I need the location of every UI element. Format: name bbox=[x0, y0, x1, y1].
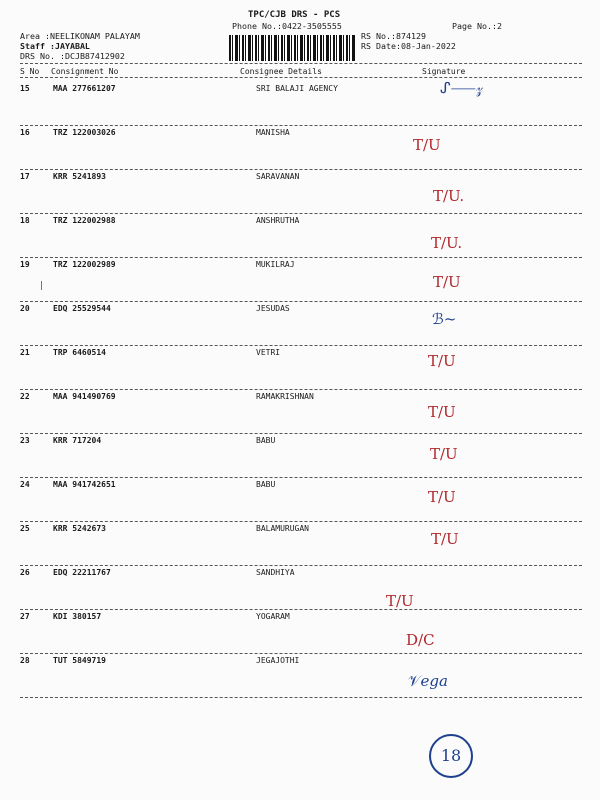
serial-number: 22 bbox=[20, 392, 30, 401]
rs-date: RS Date:08-Jan-2022 bbox=[361, 41, 456, 51]
serial-number: 19 bbox=[20, 260, 30, 269]
consignee-name: JEGAJOTHI bbox=[256, 656, 300, 665]
handwritten-signature: T/U. bbox=[431, 234, 463, 252]
serial-number: 28 bbox=[20, 656, 30, 665]
page-number: Page No.:2 bbox=[452, 21, 502, 31]
serial-number: 23 bbox=[20, 436, 30, 445]
consignee-name: RAMAKRISHNAN bbox=[256, 392, 314, 401]
column-header-consignment: Consignment No bbox=[51, 67, 119, 76]
consignment-number: EDQ 22211767 bbox=[53, 568, 111, 577]
serial-number: 25 bbox=[20, 524, 30, 533]
handwritten-signature: T/U. bbox=[433, 187, 465, 205]
consignment-number: TRZ 122002988 bbox=[53, 216, 116, 225]
serial-number: 15 bbox=[20, 84, 30, 93]
consignment-number: KDI 380157 bbox=[53, 612, 102, 621]
consignee-name: BABU bbox=[256, 480, 276, 489]
serial-number: 17 bbox=[20, 172, 30, 181]
consignment-number: TUT 5849719 bbox=[53, 656, 106, 665]
handwritten-signature: 𝒱𝑒𝑔𝑎 bbox=[408, 672, 448, 690]
consignee-name: JESUDAS bbox=[256, 304, 290, 313]
consignee-name: BABU bbox=[256, 436, 276, 445]
consignee-name: VETRI bbox=[256, 348, 281, 357]
consignment-number: TRZ 122002989 bbox=[53, 260, 116, 269]
handwritten-signature: T/U bbox=[386, 592, 414, 610]
phone-number: Phone No.:0422-3505555 bbox=[232, 21, 342, 31]
rs-number: RS No.:874129 bbox=[361, 31, 426, 41]
consignment-number: KRR 5241893 bbox=[53, 172, 106, 181]
serial-number: 18 bbox=[20, 216, 30, 225]
consignee-name: BALAMURUGAN bbox=[256, 524, 309, 533]
serial-number: 20 bbox=[20, 304, 30, 313]
serial-number: 27 bbox=[20, 612, 30, 621]
row-divider bbox=[20, 653, 582, 654]
handwritten-signature: ᔑ⸺𝓏 bbox=[440, 79, 484, 97]
handwritten-signature: T/U bbox=[428, 488, 456, 506]
page-count-stamp: 18 bbox=[429, 734, 473, 778]
column-header-consignee: Consignee Details bbox=[240, 67, 322, 76]
serial-number: 21 bbox=[20, 348, 30, 357]
consignment-number: KRR 5242673 bbox=[53, 524, 106, 533]
document-title: TPC/CJB DRS - PCS bbox=[248, 10, 341, 20]
handwritten-signature: ℬ~ bbox=[432, 310, 457, 328]
consignee-name: YOGARAM bbox=[256, 612, 290, 621]
serial-number: 16 bbox=[20, 128, 30, 137]
consignment-number: KRR 717204 bbox=[53, 436, 102, 445]
area-label: Area :NEELIKONAM PALAYAM bbox=[20, 31, 140, 41]
consignee-name: ANSHRUTHA bbox=[256, 216, 300, 225]
column-header-signature: Signature bbox=[422, 67, 466, 76]
consignment-number: MAA 941742651 bbox=[53, 480, 116, 489]
handwritten-signature: D/C bbox=[406, 631, 435, 649]
handwritten-signature: T/U bbox=[433, 273, 461, 291]
handwritten-signature: T/U bbox=[430, 445, 458, 463]
consignment-number: TRP 6460514 bbox=[53, 348, 106, 357]
drs-number: DRS No. :DCJB87412902 bbox=[20, 51, 125, 61]
handwritten-signature: T/U bbox=[428, 352, 456, 370]
consignment-number: MAA 941490769 bbox=[53, 392, 116, 401]
consignment-number: EDQ 25529544 bbox=[53, 304, 111, 313]
handwritten-signature: T/U bbox=[431, 530, 459, 548]
consignee-name: SARAVANAN bbox=[256, 172, 300, 181]
consignee-name: MUKILRAJ bbox=[256, 260, 295, 269]
consignee-name: SANDHIYA bbox=[256, 568, 295, 577]
consignee-name: MANISHA bbox=[256, 128, 290, 137]
consignment-number: MAA 277661207 bbox=[53, 84, 116, 93]
consignee-name: SRI BALAJI AGENCY bbox=[256, 84, 338, 93]
handwritten-signature: T/U bbox=[428, 403, 456, 421]
staff-label: Staff :JAYABAL bbox=[20, 41, 90, 51]
row-divider bbox=[20, 697, 582, 698]
serial-number: 24 bbox=[20, 480, 30, 489]
serial-number: 26 bbox=[20, 568, 30, 577]
consignment-number: TRZ 122003026 bbox=[53, 128, 116, 137]
column-header-sno: S No bbox=[20, 67, 40, 76]
handwritten-signature: T/U bbox=[413, 136, 441, 154]
